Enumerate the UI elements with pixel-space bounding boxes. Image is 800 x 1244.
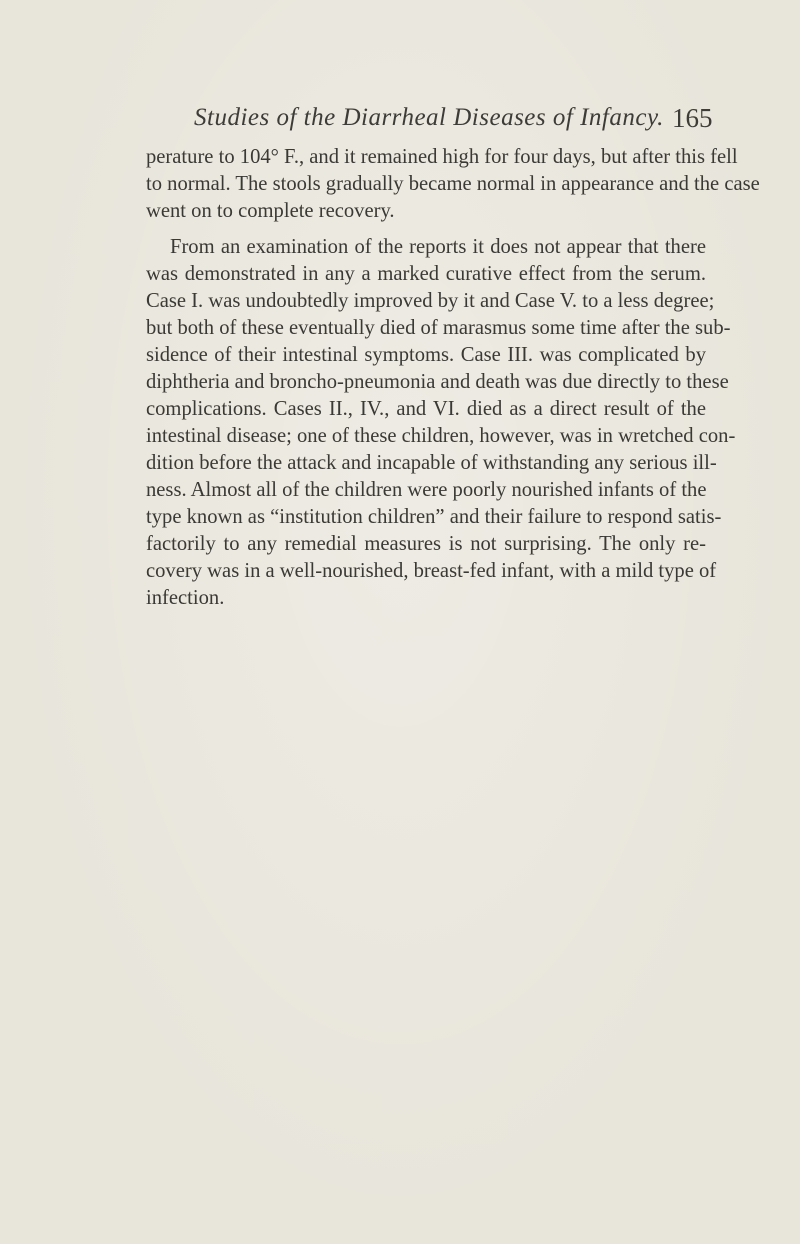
text-line: sidence of their intestinal symptoms. Case III. was complicated by bbox=[146, 344, 706, 366]
text-line: perature to 104° F., and it remained high for four days, but after this fell bbox=[146, 146, 738, 168]
text-line: type known as “institution children” and their failure to respond satis- bbox=[146, 506, 722, 528]
running-head: Studies of the Diarrheal Diseases of Infancy. bbox=[194, 104, 664, 131]
text-line: was demonstrated in any a marked curative effect from the serum. bbox=[146, 263, 706, 285]
text-line: intestinal disease; one of these children, however, was in wretched con- bbox=[146, 425, 736, 447]
text-line: but both of these eventually died of marasmus some time after the sub- bbox=[146, 317, 731, 339]
text-line: covery was in a well-nourished, breast-fed infant, with a mild type of bbox=[146, 560, 717, 582]
text-line: factorily to any remedial measures is not surprising. The only re- bbox=[146, 533, 706, 555]
text-line: to normal. The stools gradually became normal in appearance and the case bbox=[146, 173, 760, 195]
text-line: infection. bbox=[146, 587, 225, 609]
text-line: complications. Cases II., IV., and VI. died as a direct result of the bbox=[146, 398, 706, 420]
text-line: diphtheria and broncho-pneumonia and death was due directly to these bbox=[146, 371, 729, 393]
text-line: went on to complete recovery. bbox=[146, 200, 395, 222]
text-line: From an examination of the reports it does not appear that there bbox=[170, 236, 706, 258]
text-line: dition before the attack and incapable of withstanding any serious ill- bbox=[146, 452, 717, 474]
page-number: 165 bbox=[672, 103, 713, 133]
text-line: ness. Almost all of the children were poorly nourished infants of the bbox=[146, 479, 707, 501]
text-line: Case I. was undoubtedly improved by it and Case V. to a less degree; bbox=[146, 290, 715, 312]
